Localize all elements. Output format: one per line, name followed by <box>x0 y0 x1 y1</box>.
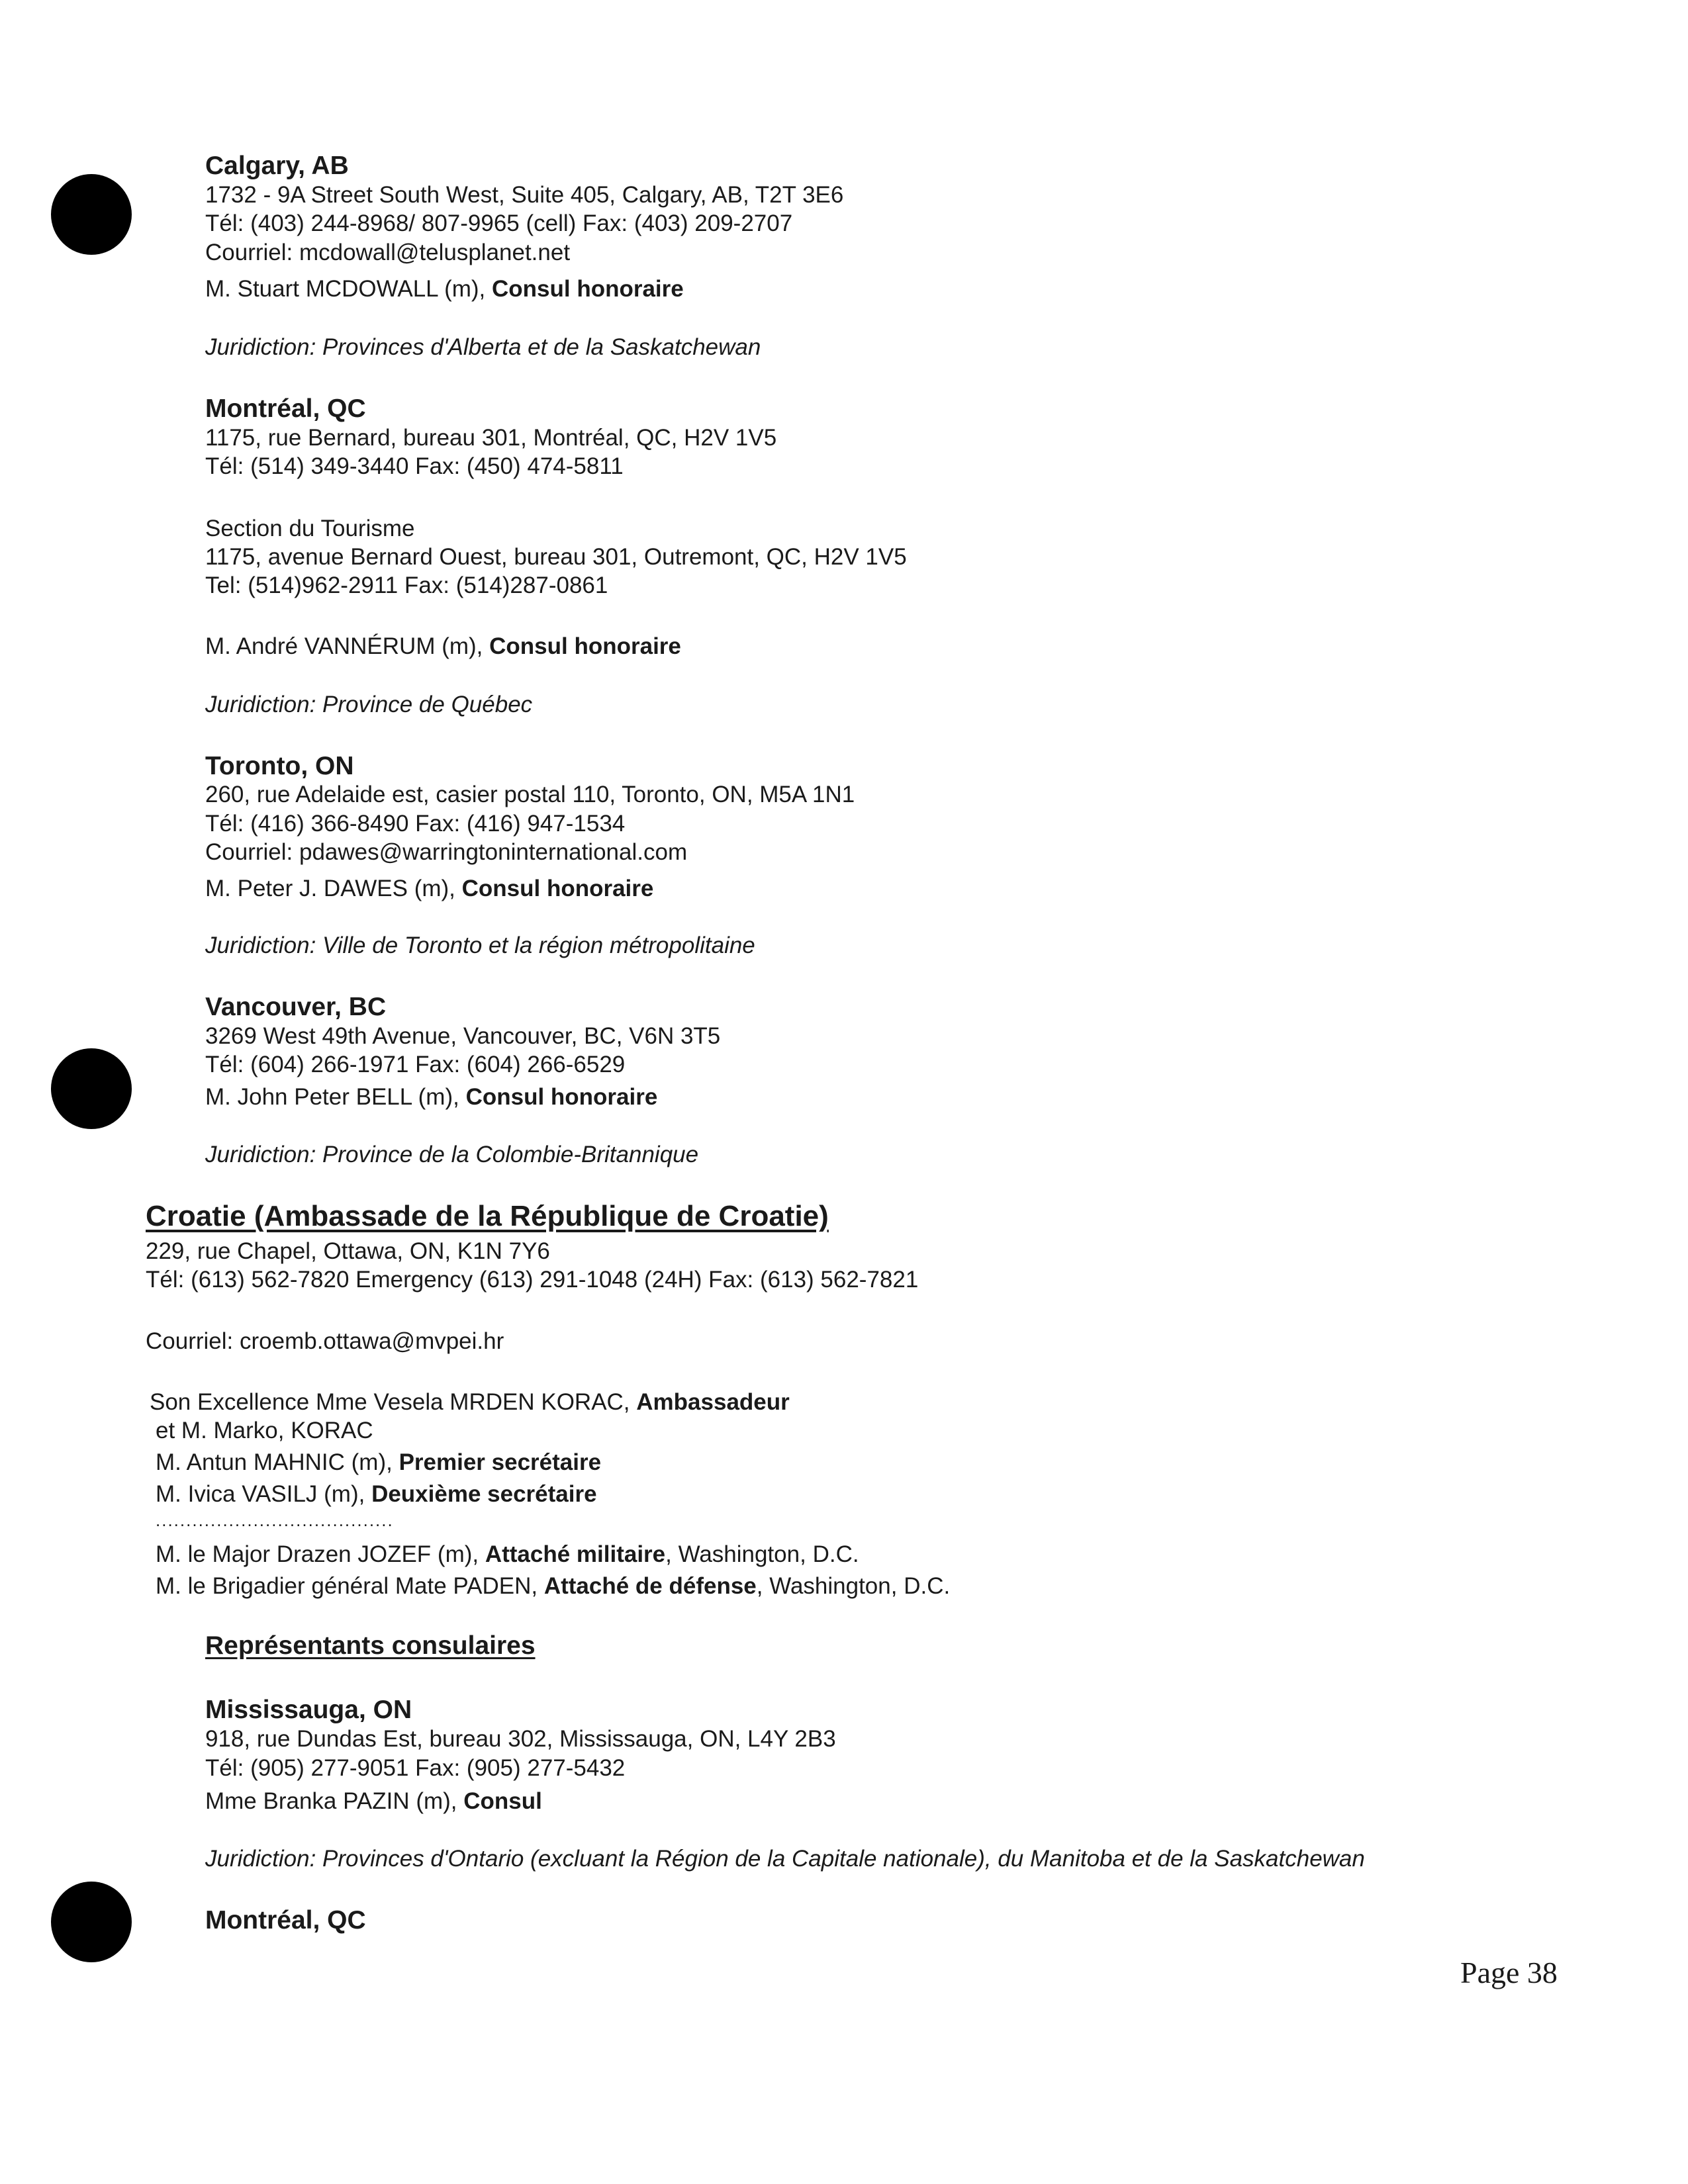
calgary-address: 1732 - 9A Street South West, Suite 405, Calgary, AB, T2T 3E6 <box>205 182 844 208</box>
consul-title: Consul honoraire <box>465 1084 658 1110</box>
staff-name: Son Excellence Mme Vesela MRDEN KORAC, <box>150 1389 637 1415</box>
vancouver-address: 3269 West 49th Avenue, Vancouver, BC, V6N 3T5 <box>205 1023 721 1049</box>
staff-second-secretary <box>156 1480 597 1508</box>
toronto-tel: Tél: (416) 366-8490 Fax: (416) 947-1534 <box>205 811 626 837</box>
mississauga-address: 918, rue Dundas Est, bureau 302, Mississauga, ON, L4Y 2B3 <box>205 1726 836 1752</box>
consul-name: M. André VANNÉRUM (m), <box>205 633 490 659</box>
staff-title: Attaché de défense <box>543 1573 757 1599</box>
montreal-address: 1175, rue Bernard, bureau 301, Montréal, QC, H2V 1V5 <box>205 425 777 451</box>
montreal-city: Montréal, QC <box>205 394 366 423</box>
croatia-address: 229, rue Chapel, Ottawa, ON, K1N 7Y6 <box>146 1238 550 1264</box>
consul-name: M. Peter J. DAWES (m), <box>205 876 462 901</box>
vancouver-tel: Tél: (604) 266-1971 Fax: (604) 266-6529 <box>205 1052 626 1077</box>
consul-name: M. Stuart MCDOWALL (m), <box>205 276 492 302</box>
calgary-email: Courriel: mcdowall@telusplanet.net <box>205 240 571 265</box>
toronto-city: Toronto, ON <box>205 752 354 780</box>
vancouver-consul <box>205 1083 657 1111</box>
croatia-montreal-city: Montréal, QC <box>205 1906 366 1934</box>
calgary-jurisdiction: Juridiction: Provinces d'Alberta et de la Saskatchewan <box>205 334 761 360</box>
tourism-address: 1175, avenue Bernard Ouest, bureau 301, Outremont, QC, H2V 1V5 <box>205 544 907 570</box>
staff-name: et M. Marko, KORAC <box>156 1418 373 1443</box>
staff-title: Ambassadeur <box>636 1389 790 1415</box>
staff-ambassador <box>150 1388 790 1416</box>
tourism-tel: Tel: (514)962-2911 Fax: (514)287-0861 <box>205 572 608 598</box>
consular-heading: Représentants consulaires <box>205 1631 536 1660</box>
staff-name: M. le Brigadier général Mate PADEN, <box>156 1573 544 1599</box>
consul-title: Consul honoraire <box>489 633 681 659</box>
consul-title: Consul <box>463 1788 542 1814</box>
page-number: Page 38 <box>1460 1956 1558 1989</box>
consul-title: Consul honoraire <box>492 276 684 302</box>
staff-separator: ....................................... <box>156 1510 394 1530</box>
mississauga-city: Mississauga, ON <box>205 1696 412 1724</box>
montreal-consul <box>205 633 681 660</box>
staff-title: Premier secrétaire <box>399 1449 602 1475</box>
calgary-city: Calgary, AB <box>205 152 349 180</box>
mississauga-tel: Tél: (905) 277-9051 Fax: (905) 277-5432 <box>205 1755 626 1781</box>
staff-location: , Washington, D.C. <box>665 1541 859 1567</box>
mississauga-consul <box>205 1788 542 1815</box>
staff-spouse <box>156 1417 373 1445</box>
calgary-consul <box>205 275 684 303</box>
montreal-tel: Tél: (514) 349-3440 Fax: (450) 474-5811 <box>205 453 624 479</box>
staff-name: M. Antun MAHNIC (m), <box>156 1449 399 1475</box>
staff-name: M. Ivica VASILJ (m), <box>156 1481 372 1507</box>
toronto-consul <box>205 875 653 903</box>
punch-hole-middle <box>51 1048 132 1129</box>
toronto-address: 260, rue Adelaide est, casier postal 110, Toronto, ON, M5A 1N1 <box>205 782 855 807</box>
staff-location: , Washington, D.C. <box>756 1573 951 1599</box>
staff-military-attache <box>156 1541 859 1569</box>
vancouver-jurisdiction: Juridiction: Province de la Colombie-Britannique <box>205 1142 699 1167</box>
consul-title: Consul honoraire <box>461 876 654 901</box>
toronto-jurisdiction: Juridiction: Ville de Toronto et la région métropolitaine <box>205 933 755 958</box>
consul-name: M. John Peter BELL (m), <box>205 1084 466 1110</box>
tourism-heading: Section du Tourisme <box>205 516 415 541</box>
staff-title: Deuxième secrétaire <box>371 1481 597 1507</box>
toronto-email: Courriel: pdawes@warringtoninternational.com <box>205 839 688 865</box>
staff-title: Attaché militaire <box>485 1541 666 1567</box>
staff-name: M. le Major Drazen JOZEF (m), <box>156 1541 485 1567</box>
consul-name: Mme Branka PAZIN (m), <box>205 1788 464 1814</box>
staff-first-secretary <box>156 1449 601 1477</box>
staff-defense-attache <box>156 1572 950 1600</box>
punch-hole-top <box>51 174 132 255</box>
croatia-heading: Croatie (Ambassade de la République de Croatie) <box>146 1200 829 1232</box>
mississauga-jurisdiction: Juridiction: Provinces d'Ontario (excluant la Région de la Capitale nationale), du Manitoba et de la Saskatchewan <box>205 1846 1365 1872</box>
croatia-tel: Tél: (613) 562-7820 Emergency (613) 291-1048 (24H) Fax: (613) 562-7821 <box>146 1267 919 1293</box>
montreal-jurisdiction: Juridiction: Province de Québec <box>205 692 533 717</box>
croatia-email: Courriel: croemb.ottawa@mvpei.hr <box>146 1328 504 1354</box>
punch-hole-bottom <box>51 1882 132 1962</box>
vancouver-city: Vancouver, BC <box>205 993 387 1021</box>
calgary-tel: Tél: (403) 244-8968/ 807-9965 (cell) Fax: (403) 209-2707 <box>205 210 793 236</box>
